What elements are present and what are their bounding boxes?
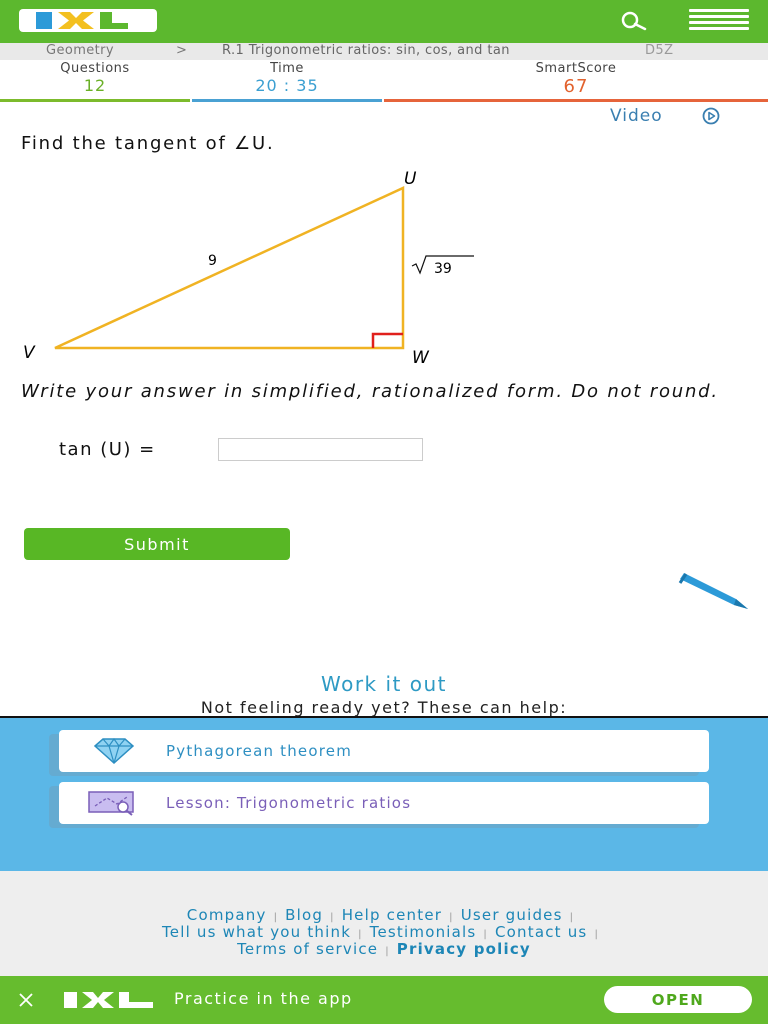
triangle-figure [0,165,768,375]
help-card-label: Pythagorean theorem [166,742,353,760]
stats-bar [0,60,768,99]
questions-stat [0,60,190,102]
footer-link-privacy[interactable]: Privacy policy [396,940,531,958]
breadcrumb [0,43,768,60]
video-link[interactable]: Video [610,106,663,126]
help-resources-panel [0,716,768,873]
triangle-shape [55,188,403,348]
footer [0,871,768,976]
footer-link-contact[interactable]: Contact us [495,923,588,941]
time-label: Time [270,61,304,76]
ixl-banner-logo-icon [64,990,154,1010]
questions-label: Questions [60,61,130,76]
smartscore-stat [384,60,768,102]
pencil-icon[interactable] [674,571,750,609]
breadcrumb-subject[interactable]: Geometry [46,43,115,58]
submit-button[interactable]: Submit [24,528,290,560]
breadcrumb-separator: > [176,43,188,58]
close-icon[interactable] [17,991,35,1009]
diamond-icon [87,738,141,764]
footer-link-feedback[interactable]: Tell us what you think [161,923,352,941]
footer-link-blog[interactable]: Blog [285,906,324,924]
footer-link-user-guides[interactable]: User guides [460,906,563,924]
footer-links: Company | Blog | Help center | User guides | Tell us what you think | Testimonials | Contact us | Terms of service | Privacy policy [161,906,600,958]
work-it-out-title: Work it out [320,672,447,696]
vertex-label-u: U [404,169,417,189]
top-bar [0,0,768,43]
smartscore-value: 67 [563,76,589,97]
vertex-label-w: W [412,348,429,368]
help-card-label: Lesson: Trigonometric ratios [166,794,412,812]
question-prompt: Find the tangent of ∠U. [21,133,275,154]
play-circle-icon[interactable] [700,107,724,125]
hypotenuse-label: 9 [208,253,217,269]
footer-link-help-center[interactable]: Help center [341,906,443,924]
help-card-lesson[interactable] [59,782,709,824]
vertex-label-v: V [23,343,35,363]
ixl-logo[interactable] [19,9,157,32]
ixl-logo-icon [36,10,140,31]
help-card-pythagorean[interactable] [59,730,709,772]
skill-code: D5Z [645,43,674,58]
lesson-icon [87,790,141,816]
time-value: 20 : 35 [255,76,319,95]
leg-label: 39 [434,261,452,277]
footer-link-terms[interactable]: Terms of service [237,940,379,958]
equation-label: tan (U) = [59,439,156,460]
work-it-out-subtitle: Not feeling ready yet? These can help: [200,698,568,716]
breadcrumb-skill: R.1 Trigonometric ratios: sin, cos, and tan [222,43,510,58]
search-icon[interactable] [618,10,650,32]
footer-link-testimonials[interactable]: Testimonials [369,923,477,941]
questions-value: 12 [83,76,107,95]
hamburger-menu-icon[interactable] [689,9,749,33]
smartscore-label: SmartScore [535,61,617,76]
answer-instructions: Write your answer in simplified, rationalized form. Do not round. [21,381,719,402]
footer-link-company[interactable]: Company [186,906,267,924]
open-app-button[interactable]: OPEN [604,986,752,1013]
app-banner-text: Practice in the app [174,989,353,1008]
right-angle-marker [373,334,403,348]
answer-input[interactable] [218,438,423,461]
time-stat[interactable] [192,60,382,102]
